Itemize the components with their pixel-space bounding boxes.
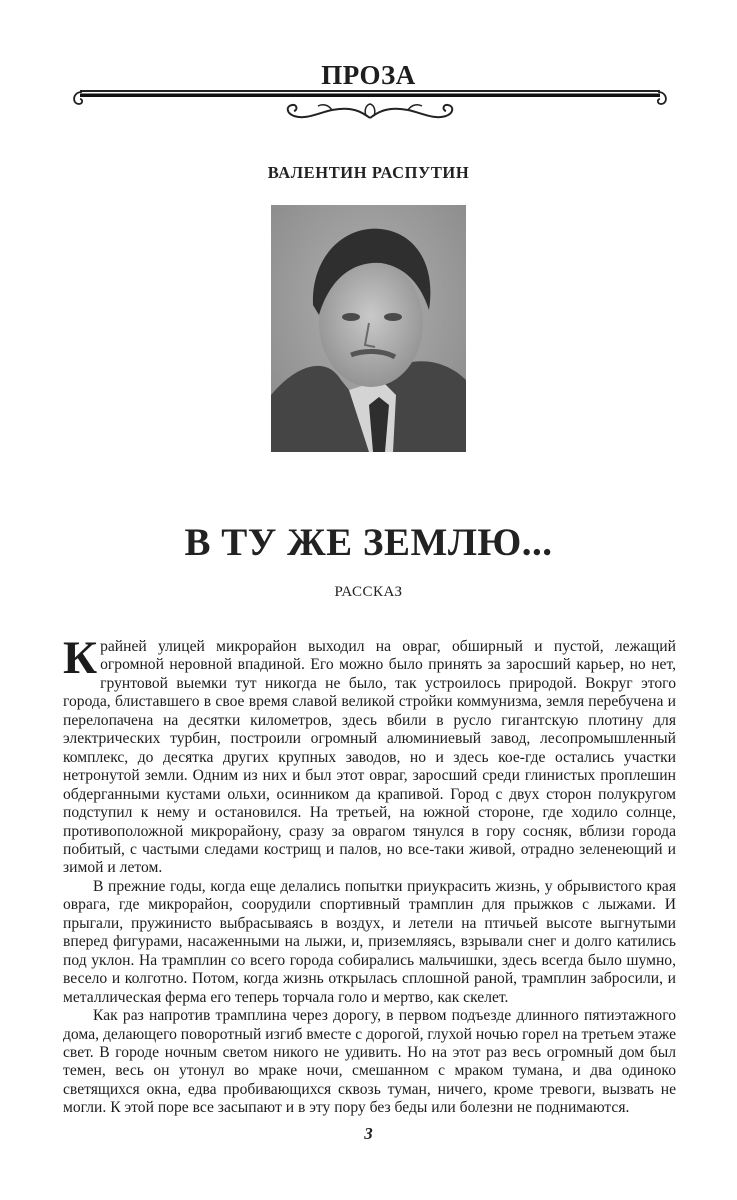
story-genre: РАССКАЗ (334, 584, 403, 600)
story-title: В ТУ ЖЕ ЗЕМЛЮ... (184, 521, 553, 564)
author-portrait-photo (271, 205, 466, 452)
ornament-divider-icon (70, 84, 670, 128)
section-title: ПРОЗА (321, 60, 416, 90)
drop-cap: К (63, 632, 98, 684)
story-body (63, 632, 676, 1118)
paragraph-3: Как раз напротив трамплина через дорогу, в первом подъезде длинного пятиэтажного дома, делающего поворотный изгиб вместе с дорогой, глухой ночью горел на третьем этаже свет. В городе ночным светом никого не удивить. Но на этот раз весь огромный дом был темен, весь он утонул во мраке ночи, смешанном с мраком тумана, и два одиноко светящихся окна, едва пробивающихся сквозь туман, ничего, кроме тревоги, вызвать не могли. К этой поре все засыпают и в эту пору без беды или болезни не поднимаются. (63, 1007, 676, 1117)
author-name: ВАЛЕНТИН РАСПУТИН (267, 163, 470, 182)
paragraph-2: В прежние годы, когда еще делались попытки приукрасить жизнь, у обрывистого края оврага, где микрорайон, соорудили спортивный трамплин для прыжков с лыжами. И прыгали, пружинисто выбрасываясь в воздух, и летели на птичьей высоте выгнутыми вперед фигурами, насаженными на лыжи, и, приземляясь, взрывали снег и долго катились под уклон. На трамплин со всего города собирались мальчишки, здесь всегда было шумно, весело и колготно. Потом, когда жизнь открылась сплошной раной, трамплин забросили, и металлическая ферма его теперь торчала голо и мертво, как скелет. (63, 877, 676, 1006)
page-number: 3 (364, 1124, 373, 1143)
paragraph-1 (63, 632, 676, 878)
paragraph-1-text: райней улицей микрорайон выходил на овраг, обширный и пустой, лежащий огромной неровной впадиной. Его можно было принять за заросший карьер, но нет, грунтовой выемки тут никогда не было, так устроилось природой. Вокруг этого города, блиставшего в свое время славой великой стройки коммунизма, земля перебучена и перелопачена на десятки километров, здесь вбили в русло гигантскую плотину для электрических турбин, построили огромный алюминиевый завод, лесопромышленный комплекс, до десятка других крупных заводов, но и здесь кое-где остались участки нетронутой земли. Одним из них и был этот овраг, заросший среди глинистых проплешин обдерганными кустами ольхи, осинником да крапивой. Город с двух сторон полукругом подступил к нему и остановился. На третьей, на южной стороне, где ходило солнце, противоположной микрорайону, сразу за оврагом тянулся в гору сосняк, вблизи города побитый, с частыми следами кострищ и палов, но все-таки живой, отрадно зеленеющий и зимой и летом. (63, 638, 676, 877)
